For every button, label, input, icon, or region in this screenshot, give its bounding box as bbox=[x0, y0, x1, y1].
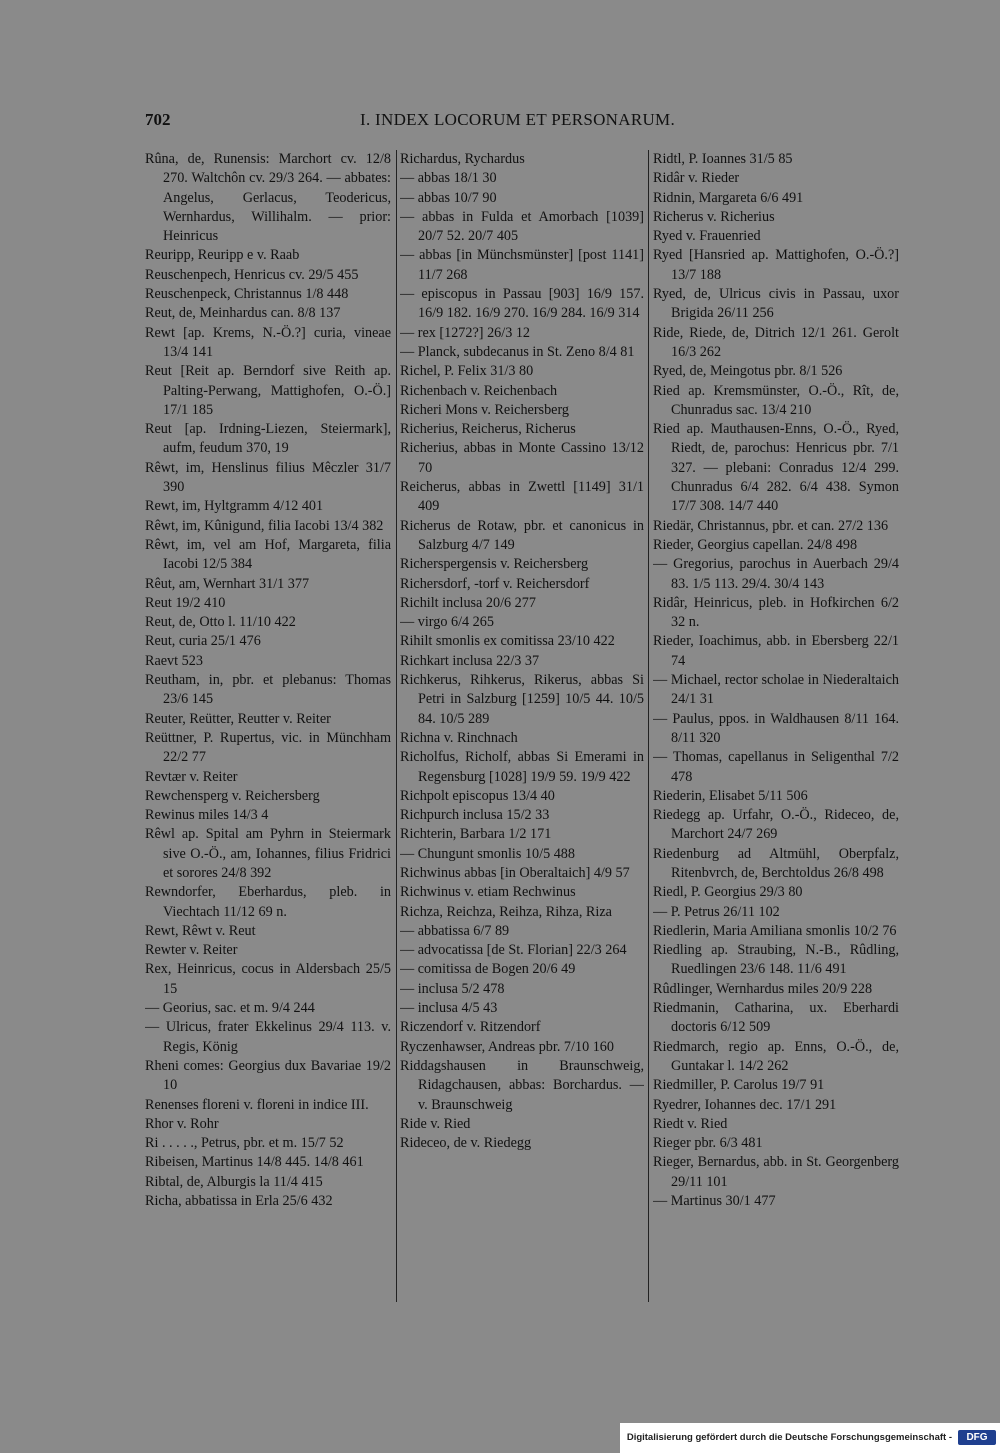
index-entry: Reuripp, Reuripp e v. Raab bbox=[145, 247, 300, 264]
index-entry: Rewinus miles 14/3 4 bbox=[145, 807, 269, 824]
index-entry: Richwinus v. etiam Rechwinus bbox=[400, 884, 576, 901]
index-entry: Rewt, im, Hyltgramm 4/12 401 bbox=[145, 498, 324, 515]
index-entry: Ryed v. Frauenried bbox=[653, 228, 761, 245]
index-column-1 bbox=[145, 150, 391, 1211]
index-entry: Reut, de, Otto l. 11/10 422 bbox=[145, 614, 296, 631]
index-entry: Ribtal, de, Alburgis la 11/4 415 bbox=[145, 1173, 323, 1190]
index-entry: Reut [Reit ap. Berndorf sive Reith ap. Palting-Perwang, Mattighofen, O.-Ö.] 17/1 185 bbox=[145, 363, 391, 418]
index-entry: Riddagshausen in Braunschweig, Ridagchausen, abbas: Borchardus. — v. Braunschweig bbox=[400, 1057, 644, 1113]
index-entry: Rheni comes: Georgius dux Bavariae 19/2 10 bbox=[145, 1057, 391, 1094]
index-entry: — rex [1272?] 26/3 12 bbox=[400, 324, 531, 341]
index-entry: Rûdlinger, Wernhardus miles 20/9 228 bbox=[653, 980, 873, 997]
column-divider bbox=[648, 150, 649, 1302]
column-divider bbox=[396, 150, 397, 1302]
index-entry: Riczendorf v. Ritzendorf bbox=[400, 1019, 541, 1036]
index-entry: Reicherus, abbas in Zwettl [1149] 31/1 409 bbox=[400, 479, 644, 515]
index-entry: Reuschenpech, Henricus cv. 29/5 455 bbox=[145, 266, 359, 283]
index-entry: Rieder, Georgius capellan. 24/8 498 bbox=[653, 536, 858, 553]
index-entry: Reut 19/2 410 bbox=[145, 594, 226, 611]
index-entry: Richerius, Reicherus, Richerus bbox=[400, 421, 576, 438]
index-entry: Ryed [Hansried ap. Mattighofen, O.-Ö.?] 13/7 188 bbox=[653, 247, 899, 283]
running-title: I. INDEX LOCORUM ET PERSONARUM. bbox=[360, 110, 676, 129]
index-entry: Richerius, abbas in Monte Cassino 13/12 70 bbox=[400, 440, 644, 476]
index-entry: — virgo 6/4 265 bbox=[400, 614, 494, 631]
index-entry: — Martinus 30/1 477 bbox=[653, 1193, 776, 1210]
index-entry: — comitissa de Bogen 20/6 49 bbox=[400, 961, 576, 978]
index-entry: Rêut, am, Wernhart 31/1 377 bbox=[145, 575, 310, 592]
index-entry: — inclusa 4/5 43 bbox=[400, 1000, 498, 1017]
index-entry: Richerspergensis v. Reichersberg bbox=[400, 556, 589, 573]
funding-notice: Digitalisierung gefördert durch die Deutsche Forschungsgemeinschaft - bbox=[626, 1432, 952, 1443]
index-column-3 bbox=[653, 150, 899, 1211]
index-entry: Richkerus, Rihkerus, Rikerus, abbas Si Petri in Salzburg [1259] 10/5 44. 10/5 84. 10/5 289 bbox=[400, 672, 644, 727]
index-entry: — episcopus in Passau [903] 16/9 157. 16/9 182. 16/9 270. 16/9 284. 16/9 314 bbox=[400, 286, 644, 322]
index-entry: Richenbach v. Reichenbach bbox=[400, 382, 558, 399]
index-entry: Rideceo, de v. Riedegg bbox=[400, 1135, 532, 1152]
index-entry: Rûna, de, Runensis: Marchort cv. 12/8 270. Waltchôn cv. 29/3 264. — abbates: Angelus, Gerlacus, Teodericus, Wernhardus, Willihalm. — prior: Heinricus bbox=[145, 151, 391, 245]
index-entry: Ried ap. Mauthausen-Enns, O.-Ö., Ryed, Riedt, de, parochus: Henricus pbr. 7/1 327. — plebani: Conradus 12/4 299. Chunradus 6/4 282. 6/4 438. Symon 17/7 308. 14/7 440 bbox=[653, 421, 899, 515]
index-entry: — Georius, sac. et m. 9/4 244 bbox=[145, 1000, 315, 1017]
index-entry: Riedmiller, P. Carolus 19/7 91 bbox=[653, 1077, 825, 1094]
index-entry: — Ulricus, frater Ekkelinus 29/4 113. v. Regis, König bbox=[145, 1019, 391, 1055]
index-entry: Ridtl, P. Ioannes 31/5 85 bbox=[653, 151, 793, 167]
index-entry: — Chungunt smonlis 10/5 488 bbox=[400, 845, 575, 862]
index-entry: Ryedrer, Iohannes dec. 17/1 291 bbox=[653, 1096, 837, 1113]
index-entry: — Michael, rector scholae in Niederaltaich 24/1 31 bbox=[653, 672, 899, 708]
page-number: 702 bbox=[145, 110, 171, 129]
index-entry: — Thomas, capellanus in Seligenthal 7/2 478 bbox=[653, 749, 899, 785]
index-entry: Ryczenhawser, Andreas pbr. 7/10 160 bbox=[400, 1038, 614, 1055]
index-entry: Reutham, in, pbr. et plebanus: Thomas 23/6 145 bbox=[145, 672, 391, 708]
index-entry: Ridâr, Heinricus, pleb. in Hofkirchen 6/2 32 n. bbox=[653, 594, 899, 631]
index-entry: Rewt [ap. Krems, N.-Ö.?] curia, vineae 13/4 141 bbox=[145, 324, 391, 360]
index-entry: Rieger pbr. 6/3 481 bbox=[653, 1135, 763, 1152]
index-entry: Ride, Riede, de, Ditrich 12/1 261. Gerolt 16/3 262 bbox=[653, 324, 899, 360]
index-entry: Richilt inclusa 20/6 277 bbox=[400, 594, 536, 611]
index-entry: Rêwl ap. Spital am Pyhrn in Steiermark sive O.-Ö., am, Iohannes, filius Fridrici et sorores 24/8 392 bbox=[145, 826, 391, 881]
index-entry: Revtær v. Reiter bbox=[145, 768, 238, 785]
index-entry: — abbas [in Münchsmünster] [post 1141] 11/7 268 bbox=[400, 247, 644, 283]
index-entry: Rex, Heinricus, cocus in Aldersbach 25/5 15 bbox=[145, 961, 391, 997]
index-entry: Ridâr v. Rieder bbox=[653, 170, 740, 187]
index-column-2 bbox=[400, 150, 644, 1153]
index-entry: Reut, de, Meinhardus can. 8/8 137 bbox=[145, 305, 341, 322]
index-entry: Rewndorfer, Eberhardus, pleb. in Viechtach 11/12 69 n. bbox=[145, 884, 391, 920]
index-entry: Rêwt, im, Henslinus filius Mêczler 31/7 390 bbox=[145, 459, 391, 496]
index-entry: Richolfus, Richolf, abbas Si Emerami in Regensburg [1028] 19/9 59. 19/9 422 bbox=[400, 749, 644, 785]
index-entry: Riedt v. Ried bbox=[653, 1115, 728, 1132]
index-entry: Richna v. Rinchnach bbox=[400, 729, 518, 746]
index-entry: Reuschenpeck, Christannus 1/8 448 bbox=[145, 286, 349, 303]
index-entry: Riedär, Christannus, pbr. et can. 27/2 136 bbox=[653, 517, 889, 534]
dfg-logo: DFG bbox=[958, 1430, 996, 1445]
index-entry: Rhor v. Rohr bbox=[145, 1115, 219, 1132]
index-entry: — abbas in Fulda et Amorbach [1039] 20/7 52. 20/7 405 bbox=[400, 208, 644, 245]
index-entry: Richeri Mons v. Reichersberg bbox=[400, 401, 570, 418]
index-entry: Reüttner, P. Rupertus, vic. in Münchham 22/2 77 bbox=[145, 729, 391, 766]
index-entry: Ryed, de, Meingotus pbr. 8/1 526 bbox=[653, 363, 843, 380]
index-entry: — advocatissa [de St. Florian] 22/3 264 bbox=[400, 942, 627, 959]
index-entry: Richersdorf, -torf v. Reichersdorf bbox=[400, 575, 590, 592]
index-entry: Ride v. Ried bbox=[400, 1115, 471, 1132]
index-entry: — abbas 10/7 90 bbox=[400, 189, 497, 206]
index-entry: Riedlerin, Maria Amiliana smonlis 10/2 76 bbox=[653, 922, 897, 939]
index-entry: Rewt, Rêwt v. Reut bbox=[145, 922, 256, 939]
index-entry: Richpurch inclusa 15/2 33 bbox=[400, 807, 550, 824]
index-entry: Rewter v. Reiter bbox=[145, 942, 238, 959]
footer-banner bbox=[620, 1423, 1000, 1453]
page-header bbox=[145, 110, 675, 140]
index-entry: Richpolt episcopus 13/4 40 bbox=[400, 787, 555, 804]
index-entry: Rihilt smonlis ex comitissa 23/10 422 bbox=[400, 633, 615, 650]
index-entry: Ri . . . . ., Petrus, pbr. et m. 15/7 52 bbox=[145, 1135, 344, 1152]
index-entry: Raevt 523 bbox=[145, 652, 203, 669]
index-entry: Richza, Reichza, Reihza, Rihza, Riza bbox=[400, 903, 612, 920]
index-entry: Riedl, P. Georgius 29/3 80 bbox=[653, 884, 803, 901]
index-entry: Reut [ap. Irdning-Liezen, Steiermark], aufm, feudum 370, 19 bbox=[145, 421, 391, 457]
index-entry: Riedmarch, regio ap. Enns, O.-Ö., de, Guntakar l. 14/2 262 bbox=[653, 1038, 899, 1074]
index-entry: — inclusa 5/2 478 bbox=[400, 980, 505, 997]
index-entry: Reuter, Reütter, Reutter v. Reiter bbox=[145, 710, 331, 727]
index-entry: Rieger, Bernardus, abb. in St. Georgenberg 29/11 101 bbox=[653, 1154, 899, 1190]
index-entry: Reut, curia 25/1 476 bbox=[145, 633, 261, 650]
index-entry: — Paulus, ppos. in Waldhausen 8/11 164. 8/11 320 bbox=[653, 710, 899, 746]
index-entry: Renenses floreni v. floreni in indice III. bbox=[145, 1096, 369, 1113]
index-entry: Ried ap. Kremsmünster, O.-Ö., Rît, de, Chunradus sac. 13/4 210 bbox=[653, 382, 899, 418]
index-entry: Riedegg ap. Urfahr, O.-Ö., Rideceo, de, Marchort 24/7 269 bbox=[653, 807, 899, 843]
index-entry: Rêwt, im, Kûnigund, filia Iacobi 13/4 382 bbox=[145, 517, 384, 534]
index-entry: Richterin, Barbara 1/2 171 bbox=[400, 826, 552, 843]
index-entry: Rewchensperg v. Reichersberg bbox=[145, 787, 320, 804]
index-entry: — Gregorius, parochus in Auerbach 29/4 83. 1/5 113. 29/4. 30/4 143 bbox=[653, 556, 899, 592]
index-entry: Riederin, Elisabet 5/11 506 bbox=[653, 787, 808, 804]
index-entry: Ribeisen, Martinus 14/8 445. 14/8 461 bbox=[145, 1154, 364, 1171]
index-entry: Ryed, de, Ulricus civis in Passau, uxor Brigida 26/11 256 bbox=[653, 286, 899, 322]
index-entry: — abbatissa 6/7 89 bbox=[400, 922, 510, 939]
index-entry: Rieder, Ioachimus, abb. in Ebersberg 22/1 74 bbox=[653, 633, 899, 669]
index-entry: Richerus de Rotaw, pbr. et canonicus in Salzburg 4/7 149 bbox=[400, 517, 644, 553]
index-entry: Richel, P. Felix 31/3 80 bbox=[400, 363, 534, 380]
index-entry: Ridnin, Margareta 6/6 491 bbox=[653, 189, 804, 206]
index-entry: Richa, abbatissa in Erla 25/6 432 bbox=[145, 1193, 333, 1210]
index-entry: — P. Petrus 26/11 102 bbox=[653, 903, 780, 920]
index-entry: Richerus v. Richerius bbox=[653, 208, 775, 225]
index-entry: Richardus, Rychardus bbox=[400, 151, 525, 167]
index-entry: — abbas 18/1 30 bbox=[400, 170, 497, 187]
index-entry: Richwinus abbas [in Oberaltaich] 4/9 57 bbox=[400, 864, 630, 881]
index-entry: Richkart inclusa 22/3 37 bbox=[400, 652, 540, 669]
index-entry: Riedling ap. Straubing, N.-B., Rûdling, Ruedlingen 23/6 148. 11/6 491 bbox=[653, 942, 899, 978]
index-entry: Rêwt, im, vel am Hof, Margareta, filia Iacobi 12/5 384 bbox=[145, 536, 391, 573]
index-entry: Riedenburg ad Altmühl, Oberpfalz, Ritenbvrch, de, Berchtoldus 26/8 498 bbox=[653, 845, 899, 881]
index-entry: Riedmanin, Catharina, ux. Eberhardi doctoris 6/12 509 bbox=[653, 1000, 899, 1036]
index-entry: — Planck, subdecanus in St. Zeno 8/4 81 bbox=[400, 343, 635, 360]
